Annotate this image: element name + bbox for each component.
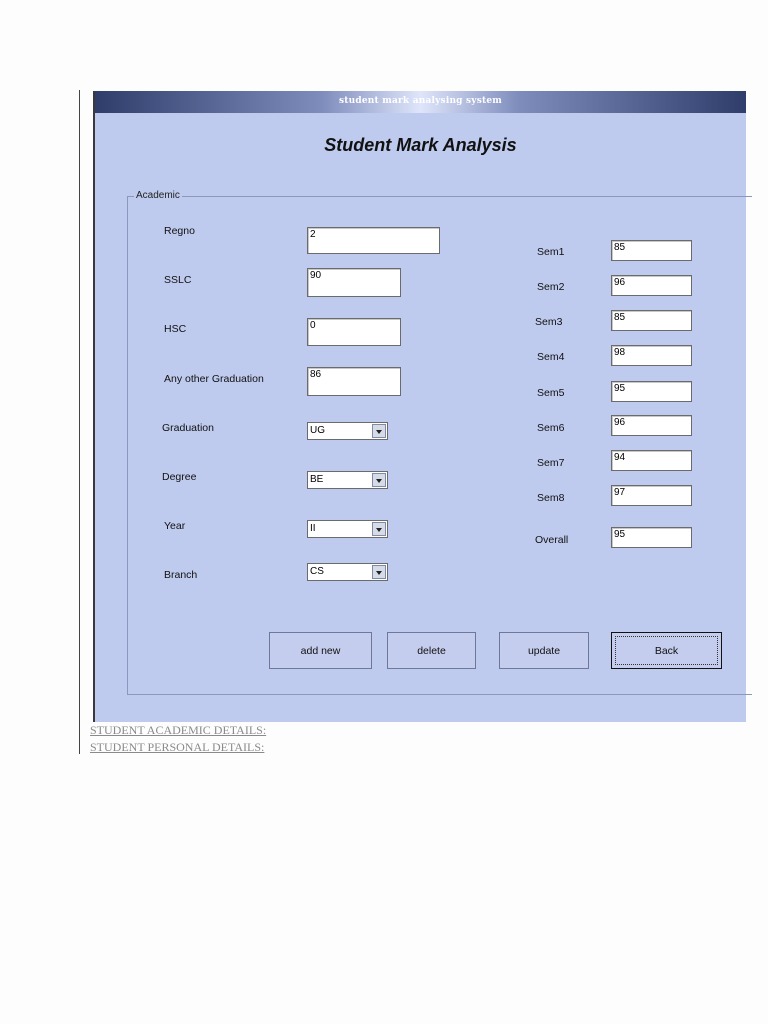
degree-select[interactable] xyxy=(307,471,388,489)
sem5-label: Sem5 xyxy=(537,387,565,399)
hsc-label: HSC xyxy=(164,323,187,335)
sem1-field[interactable]: 85 xyxy=(611,240,692,261)
app-window xyxy=(93,91,746,722)
sem8-field[interactable]: 97 xyxy=(611,485,692,506)
page-left-rule xyxy=(79,90,80,754)
year-select[interactable] xyxy=(307,520,388,538)
regno-label: Regno xyxy=(164,225,195,237)
add-new-button[interactable]: add new xyxy=(269,632,372,669)
graduation-select[interactable] xyxy=(307,422,388,440)
sem3-label: Sem3 xyxy=(535,316,563,328)
branch-select-value: CS xyxy=(310,566,324,577)
graduation-label: Graduation xyxy=(162,422,214,434)
window-title: student mark analysing system xyxy=(339,96,502,106)
sem7-label: Sem7 xyxy=(537,457,565,469)
sslc-field[interactable]: 90 xyxy=(307,268,401,297)
year-label: Year xyxy=(164,520,186,532)
chevron-down-icon[interactable] xyxy=(372,424,386,438)
sem8-label: Sem8 xyxy=(537,492,565,504)
degree-label: Degree xyxy=(162,471,197,483)
chevron-down-icon[interactable] xyxy=(372,522,386,536)
branch-select[interactable] xyxy=(307,563,388,581)
sem1-label: Sem1 xyxy=(537,246,565,258)
overall-label: Overall xyxy=(535,534,569,546)
sem6-field[interactable]: 96 xyxy=(611,415,692,436)
title-bar[interactable] xyxy=(95,91,746,113)
delete-button[interactable]: delete xyxy=(387,632,476,669)
overall-field[interactable]: 95 xyxy=(611,527,692,548)
academic-group-box xyxy=(127,190,752,695)
other-graduation-field[interactable]: 86 xyxy=(307,367,401,396)
hsc-field[interactable]: 0 xyxy=(307,318,401,346)
branch-label: Branch xyxy=(164,569,198,581)
student-personal-details-link[interactable]: STUDENT PERSONAL DETAILS: xyxy=(90,740,265,754)
sem2-label: Sem2 xyxy=(537,281,565,293)
sem2-field[interactable]: 96 xyxy=(611,275,692,296)
sslc-label: SSLC xyxy=(164,274,192,286)
sem7-field[interactable]: 94 xyxy=(611,450,692,471)
year-select-value: II xyxy=(310,523,316,534)
sem3-field[interactable]: 85 xyxy=(611,310,692,331)
degree-select-value: BE xyxy=(310,474,324,485)
sem6-label: Sem6 xyxy=(537,422,565,434)
student-academic-details-link[interactable]: STUDENT ACADEMIC DETAILS: xyxy=(90,723,267,737)
back-button[interactable]: Back xyxy=(611,632,722,669)
academic-group-legend: Academic xyxy=(136,190,180,201)
chevron-down-icon[interactable] xyxy=(372,473,386,487)
other-graduation-label: Any other Graduation xyxy=(164,373,264,385)
sem5-field[interactable]: 95 xyxy=(611,381,692,402)
chevron-down-icon[interactable] xyxy=(372,565,386,579)
update-button[interactable]: update xyxy=(499,632,589,669)
sem4-field[interactable]: 98 xyxy=(611,345,692,366)
page-heading: Student Mark Analysis xyxy=(324,135,517,155)
graduation-select-value: UG xyxy=(310,425,325,436)
sem4-label: Sem4 xyxy=(537,351,565,363)
regno-field[interactable]: 2 xyxy=(307,227,440,254)
